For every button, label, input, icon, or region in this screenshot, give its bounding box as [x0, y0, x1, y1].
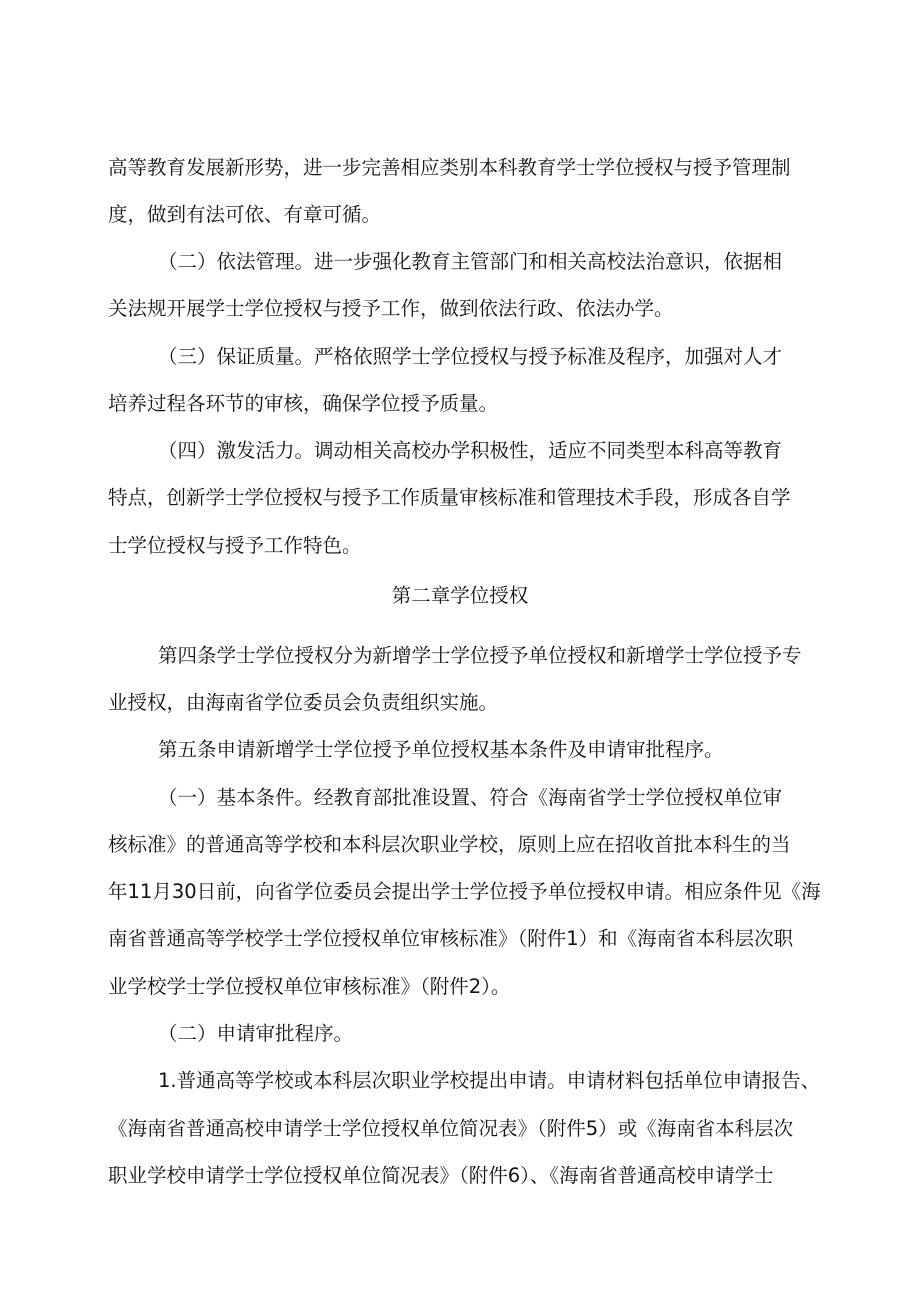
paragraph-line: 培养过程各环节的审核，确保学位授予质量。	[108, 392, 499, 415]
paragraph-line: 度，做到有法可依、有章可循。	[108, 203, 382, 226]
paragraph-line: 第五条申请新增学士学位授予单位授权基本条件及申请审批程序。	[158, 738, 724, 761]
paragraph-line: 特点，创新学士学位授权与授予工作质量审核标准和管理技术手段，形成各自学	[108, 486, 791, 509]
paragraph-line: 年11月30日前，向省学位委员会提出学士学位授予单位授权申请。相应条件见《海	[108, 880, 821, 903]
paragraph-line: （二）依法管理。进一步强化教育主管部门和相关高校法治意识，依据相	[158, 250, 783, 273]
paragraph-line: 职业学校申请学士学位授权单位简况表》（附件6）、《海南省普通高校申请学士	[108, 1164, 774, 1187]
paragraph-line: （二）申请审批程序。	[158, 1022, 354, 1045]
paragraph-line: （一）基本条件。经教育部批准设置、符合《海南省学士学位授权单位审	[158, 786, 783, 809]
paragraph-line: 高等教育发展新形势，进一步完善相应类别本科教育学士学位授权与授予管理制	[108, 156, 791, 179]
paragraph-line: 第四条学士学位授权分为新增学士学位授予单位授权和新增学士学位授予专	[158, 644, 802, 667]
paragraph-line: 1.普通高等学校或本科层次职业学校提出申请。申请材料包括单位申请报告、	[158, 1069, 821, 1092]
paragraph-line: 士学位授权与授予工作特色。	[108, 534, 362, 557]
paragraph-line: 南省普通高等学校学士学位授权单位审核标准》（附件1）和《海南省本科层次职	[108, 927, 794, 950]
chapter-heading: 第二章学位授权	[391, 584, 529, 607]
paragraph-line: 业学校学士学位授权单位审核标准》（附件2）。	[108, 975, 511, 998]
paragraph-line: 核标准》的普通高等学校和本科层次职业学校，原则上应在招收首批本科生的当	[108, 833, 791, 856]
paragraph-line: 《海南省普通高校申请学士学位授权单位简况表》（附件5）或《海南省本科层次	[108, 1117, 794, 1140]
paragraph-line: 业授权，由海南省学位委员会负责组织实施。	[108, 691, 499, 714]
paragraph-line: （三）保证质量。严格依照学士学位授权与授予标准及程序，加强对人才	[158, 345, 783, 368]
paragraph-line: （四）激发活力。调动相关高校办学积极性，适应不同类型本科高等教育	[158, 439, 783, 462]
paragraph-line: 关法规开展学士学位授权与授予工作，做到依法行政、依法办学。	[108, 297, 674, 320]
